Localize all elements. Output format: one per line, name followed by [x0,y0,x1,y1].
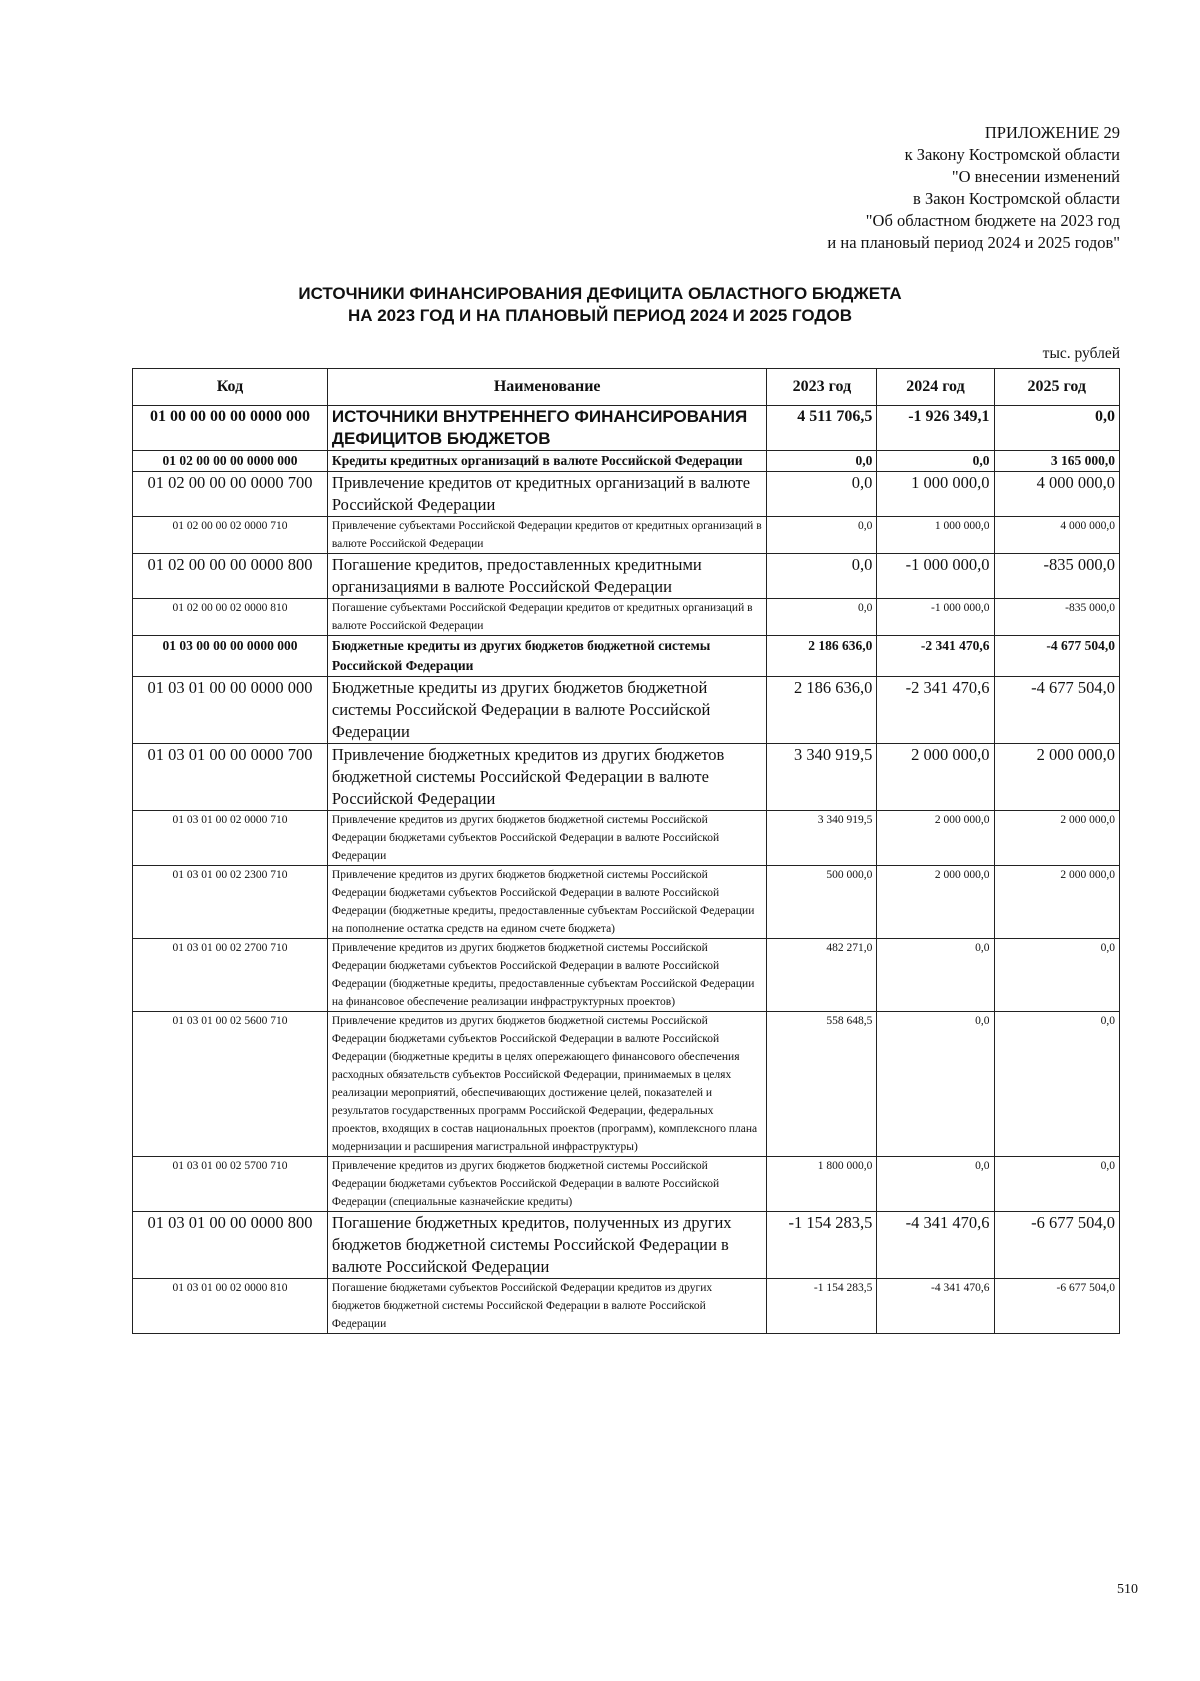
value-2023-cell: 0,0 [767,517,877,554]
code-cell: 01 03 00 00 00 0000 000 [133,636,328,677]
code-cell: 01 03 01 00 00 0000 800 [133,1212,328,1279]
value-2025-cell: 2 000 000,0 [994,811,1119,866]
value-2025-cell: 0,0 [994,406,1119,451]
name-cell: ИСТОЧНИКИ ВНУТРЕННЕГО ФИНАНСИРОВАНИЯ ДЕФИЦИТОВ БЮДЖЕТОВ [327,406,767,451]
annex-line: к Закону Костромской области [904,145,1120,164]
value-2023-cell: 3 340 919,5 [767,811,877,866]
code-cell: 01 02 00 00 00 0000 700 [133,472,328,517]
value-2024-cell: 0,0 [877,1012,994,1157]
table-row [133,472,1120,517]
table-row [133,451,1120,472]
annex-line: в Закон Костромской области [913,189,1120,208]
annex-header [827,122,1120,254]
value-2023-cell: 0,0 [767,451,877,472]
value-2025-cell: 2 000 000,0 [994,866,1119,939]
value-2025-cell: 0,0 [994,1012,1119,1157]
value-2023-cell: 1 800 000,0 [767,1157,877,1212]
value-2025-cell: 4 000 000,0 [994,472,1119,517]
name-cell: Привлечение кредитов из других бюджетов бюджетной системы Российской Федерации бюджетами субъектов Российской Федерации в валюте Российской Федерации (бюджетные кредиты в целях опережающего финансового обеспечения расходных обязательств субъектов Российской Федерации, принимаемых в целях реализации мероприятий, обеспечивающих достижение целей, показателей и результатов государственных программ Российской Федерации, федеральных проектов, входящих в состав национальных проектов (программ), комплексного плана модернизации и расширения магистральной инфраструктуры) [327,1012,767,1157]
value-2025-cell: -4 677 504,0 [994,636,1119,677]
value-2023-cell: 558 648,5 [767,1012,877,1157]
header-2025: 2025 год [994,369,1119,406]
header-name: Наименование [327,369,767,406]
name-cell: Кредиты кредитных организаций в валюте Российской Федерации [327,451,767,472]
name-cell: Погашение кредитов, предоставленных кредитными организациями в валюте Российской Федерации [327,554,767,599]
table-row [133,554,1120,599]
value-2024-cell: -4 341 470,6 [877,1212,994,1279]
value-2024-cell: 2 000 000,0 [877,744,994,811]
value-2023-cell: 4 511 706,5 [767,406,877,451]
header-2024: 2024 год [877,369,994,406]
table-row [133,866,1120,939]
header-code: Код [133,369,328,406]
value-2025-cell: -6 677 504,0 [994,1212,1119,1279]
document-title [0,283,1200,327]
value-2023-cell: -1 154 283,5 [767,1212,877,1279]
value-2025-cell: -6 677 504,0 [994,1279,1119,1334]
value-2024-cell: 1 000 000,0 [877,472,994,517]
code-cell: 01 03 01 00 00 0000 700 [133,744,328,811]
table-row [133,636,1120,677]
code-cell: 01 03 01 00 02 5700 710 [133,1157,328,1212]
value-2023-cell: 2 186 636,0 [767,636,877,677]
name-cell: Привлечение бюджетных кредитов из других бюджетов бюджетной системы Российской Федерации в валюте Российской Федерации [327,744,767,811]
table-row [133,677,1120,744]
title-line-2: НА 2023 ГОД И НА ПЛАНОВЫЙ ПЕРИОД 2024 И 2025 ГОДОВ [347,306,853,325]
code-cell: 01 03 01 00 02 5600 710 [133,1012,328,1157]
title-line-1: ИСТОЧНИКИ ФИНАНСИРОВАНИЯ ДЕФИЦИТА ОБЛАСТНОГО БЮДЖЕТА [298,284,902,303]
table-row [133,406,1120,451]
value-2023-cell: 0,0 [767,472,877,517]
value-2024-cell: -2 341 470,6 [877,636,994,677]
code-cell: 01 00 00 00 00 0000 000 [133,406,328,451]
code-cell: 01 02 00 00 00 0000 800 [133,554,328,599]
value-2024-cell: -1 926 349,1 [877,406,994,451]
code-cell: 01 03 01 00 02 2300 710 [133,866,328,939]
value-2023-cell: 0,0 [767,599,877,636]
name-cell: Бюджетные кредиты из других бюджетов бюджетной системы Российской Федерации в валюте Российской Федерации [327,677,767,744]
value-2025-cell: 0,0 [994,1157,1119,1212]
name-cell: Бюджетные кредиты из других бюджетов бюджетной системы Российской Федерации [327,636,767,677]
value-2024-cell: 0,0 [877,451,994,472]
value-2024-cell: -4 341 470,6 [877,1279,994,1334]
value-2024-cell: -1 000 000,0 [877,599,994,636]
units-label: тыс. рублей [1042,345,1120,362]
annex-line: и на плановый период 2024 и 2025 годов" [827,233,1120,252]
value-2025-cell: 2 000 000,0 [994,744,1119,811]
table-row [133,1012,1120,1157]
value-2024-cell: 0,0 [877,939,994,1012]
annex-line: "Об областном бюджете на 2023 год [865,211,1120,230]
value-2024-cell: 1 000 000,0 [877,517,994,554]
value-2024-cell: 0,0 [877,1157,994,1212]
header-2023: 2023 год [767,369,877,406]
code-cell: 01 03 01 00 02 0000 810 [133,1279,328,1334]
value-2025-cell: 3 165 000,0 [994,451,1119,472]
name-cell: Погашение бюджетных кредитов, полученных из других бюджетов бюджетной системы Российской Федерации в валюте Российской Федерации [327,1212,767,1279]
table-row [133,1279,1120,1334]
code-cell: 01 03 01 00 00 0000 000 [133,677,328,744]
name-cell: Погашение бюджетами субъектов Российской Федерации кредитов из других бюджетов бюджетной системы Российской Федерации в валюте Российской Федерации [327,1279,767,1334]
value-2023-cell: 3 340 919,5 [767,744,877,811]
table-row [133,1157,1120,1212]
budget-sources-table [132,368,1120,1334]
name-cell: Привлечение кредитов из других бюджетов бюджетной системы Российской Федерации бюджетами субъектов Российской Федерации в валюте Российской Федерации (бюджетные кредиты, предоставленные субъектам Российской Федерации на финансовое обеспечение реализации инфраструктурных проектов) [327,939,767,1012]
value-2025-cell: 0,0 [994,939,1119,1012]
value-2023-cell: 482 271,0 [767,939,877,1012]
name-cell: Привлечение кредитов из других бюджетов бюджетной системы Российской Федерации бюджетами субъектов Российской Федерации в валюте Российской Федерации (специальные казначейские кредиты) [327,1157,767,1212]
table-row [133,1212,1120,1279]
table-row [133,811,1120,866]
value-2023-cell: -1 154 283,5 [767,1279,877,1334]
code-cell: 01 03 01 00 02 0000 710 [133,811,328,866]
value-2024-cell: -2 341 470,6 [877,677,994,744]
table-row [133,939,1120,1012]
value-2023-cell: 500 000,0 [767,866,877,939]
code-cell: 01 02 00 00 00 0000 000 [133,451,328,472]
table-row [133,744,1120,811]
value-2025-cell: -4 677 504,0 [994,677,1119,744]
code-cell: 01 03 01 00 02 2700 710 [133,939,328,1012]
page-number: 510 [1117,1582,1138,1597]
code-cell: 01 02 00 00 02 0000 810 [133,599,328,636]
code-cell: 01 02 00 00 02 0000 710 [133,517,328,554]
value-2023-cell: 0,0 [767,554,877,599]
table-row [133,599,1120,636]
name-cell: Привлечение кредитов из других бюджетов бюджетной системы Российской Федерации бюджетами субъектов Российской Федерации в валюте Российской Федерации (бюджетные кредиты, предоставленные субъектам Российской Федерации на пополнение остатка средств на едином счете бюджета) [327,866,767,939]
value-2025-cell: 4 000 000,0 [994,517,1119,554]
name-cell: Привлечение кредитов из других бюджетов бюджетной системы Российской Федерации бюджетами субъектов Российской Федерации в валюте Российской Федерации [327,811,767,866]
annex-line: ПРИЛОЖЕНИЕ 29 [984,123,1120,142]
value-2025-cell: -835 000,0 [994,554,1119,599]
table-body [133,406,1120,1334]
name-cell: Привлечение субъектами Российской Федерации кредитов от кредитных организаций в валюте Российской Федерации [327,517,767,554]
value-2023-cell: 2 186 636,0 [767,677,877,744]
annex-line: "О внесении изменений [951,167,1120,186]
name-cell: Привлечение кредитов от кредитных организаций в валюте Российской Федерации [327,472,767,517]
value-2024-cell: -1 000 000,0 [877,554,994,599]
value-2025-cell: -835 000,0 [994,599,1119,636]
table-header-row [133,369,1120,406]
name-cell: Погашение субъектами Российской Федерации кредитов от кредитных организаций в валюте Российской Федерации [327,599,767,636]
value-2024-cell: 2 000 000,0 [877,811,994,866]
table-row [133,517,1120,554]
value-2024-cell: 2 000 000,0 [877,866,994,939]
